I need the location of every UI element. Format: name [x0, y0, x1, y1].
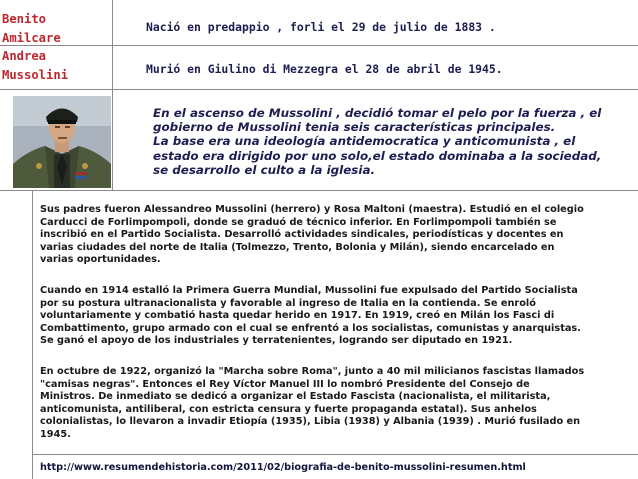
name-line-3: Andrea [2, 49, 47, 63]
divider-summary [0, 190, 638, 191]
divider-footer [32, 454, 638, 455]
portrait-photo-icon [13, 96, 111, 188]
death-info: Murió en Giulino di Mezzegra el 28 de abril de 1945. [146, 62, 503, 76]
birth-info: Nació en predappio , forli el 29 de julio de 1883 . [146, 20, 496, 34]
divider-header [0, 89, 638, 90]
name-line-4: Mussolini [2, 67, 69, 82]
subject-name [2, 10, 88, 84]
name-line-1: Benito [2, 12, 47, 26]
divider-name-column [112, 0, 113, 190]
source-url[interactable]: http://www.resumendehistoria.com/2011/02/biografia-de-benito-mussolini-resumen.html [40, 462, 526, 473]
body-paragraph-3: En octubre de 1922, organizó la "Marcha sobre Roma", junto a 40 mil milicianos fascistas llamados "camisas negras". Entonces el Rey Víctor Manuel III lo nombró Presidente del Consejo de Ministros. De inmediato se dedicó a organizar el Estado Fascista (nacionalista, el militarista, anticomunista, antiliberal, con estricta censura y fuerte propaganda estatal). Sus anhelos colonialistas, lo llevaron a invadir Etiopía (1935), Libia (1938) y Albania (1939) . Murió fusilado en 1945. [40, 366, 585, 440]
divider-top [0, 45, 638, 46]
divider-body-left [32, 190, 33, 479]
summary-text: En el ascenso de Mussolini , decidió tomar el pelo por la fuerza , el gobierno de Mussolini tenia seis características principales. La base era una ideología antidemocratica y anticomunista , el estado era dirigido por uno solo,el estado dominaba a la sociedad, se desarrollo el culto a la iglesia. [153, 106, 602, 177]
name-line-2: Amilcare [2, 30, 61, 45]
body-paragraph-1: Sus padres fueron Alessandreo Mussolini (herrero) y Rosa Maltoni (maestra). Estudió en el colegio Carducci de Forlimpompoli, donde se graduó de técnico inferior. En Forlimpompoli también se inscribió en el Partido Socialista. Desarrolló actividades sindicales, periodísticas y docentes en varias ciudades del norte de Italia (Tolmezzo, Trento, Bolonia y Milán), siendo encarcelado en varias oportunidades. [40, 204, 584, 266]
body-paragraph-2: Cuando en 1914 estalló la Primera Guerra Mundial, Mussolini fue expulsado del Partido Socialista por su postura ultranacionalista y favorable al ingreso de Italia en la contienda. Se enroló voluntariamente y combatió hasta quedar herido en 1917. En 1919, creó en Milán los Fasci di Combattimento, grupo armado con el cual se enfrentó a los socialistas, comunistas y anarquistas. Se ganó el apoyo de los industriales y terratenientes, logrando ser diputado en 1921. [40, 285, 581, 347]
